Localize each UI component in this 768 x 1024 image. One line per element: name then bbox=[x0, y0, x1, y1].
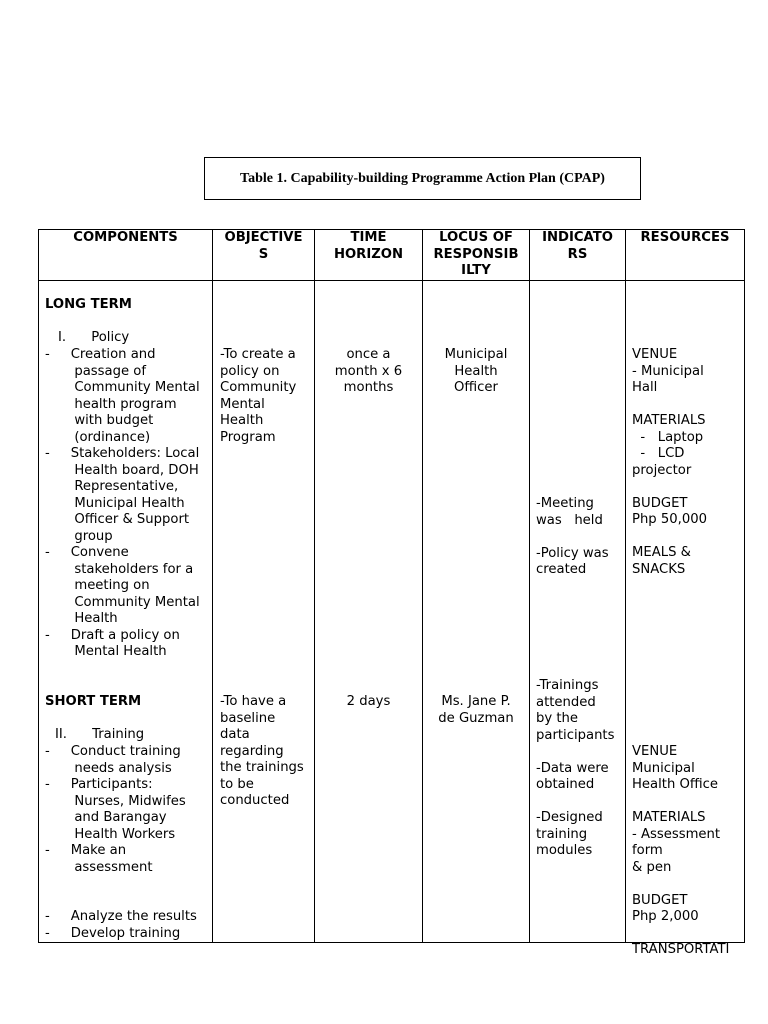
long-term-time: once a month x 6 months bbox=[334, 347, 403, 395]
header-divider bbox=[38, 280, 745, 281]
short-term-locus: Ms. Jane P. de Guzman bbox=[438, 694, 514, 726]
header-locus: LOCUS OF RESPONSIB ILTY bbox=[433, 230, 519, 278]
column-divider bbox=[314, 229, 315, 943]
header-resources: RESOURCES bbox=[640, 230, 730, 245]
long-term-objective: -To create a policy on Community Mental Health Program bbox=[220, 347, 297, 445]
short-term-indicators: -Trainings attended by the participants -Data were obtained -Designed training modules bbox=[536, 678, 615, 858]
long-term-heading: LONG TERM bbox=[45, 297, 132, 312]
table-caption: Table 1. Capability-building Programme Action Plan (CPAP) bbox=[204, 157, 641, 200]
short-term-resources: VENUE Municipal Health Office MATERIALS - Assessment form & pen BUDGET Php 2,000 TRANSPORTATI bbox=[632, 744, 730, 957]
long-term-section: I. Policy bbox=[58, 330, 130, 345]
short-term-time: 2 days bbox=[346, 694, 391, 709]
column-divider bbox=[625, 229, 626, 943]
column-divider bbox=[212, 229, 213, 943]
table-border-right bbox=[744, 229, 745, 943]
header-indicators: INDICATO RS bbox=[542, 230, 613, 262]
header-objectives: OBJECTIVE S bbox=[224, 230, 303, 262]
column-divider bbox=[422, 229, 423, 943]
column-divider bbox=[529, 229, 530, 943]
long-term-indicators: -Meeting was held -Policy was created bbox=[536, 496, 609, 577]
long-term-items: - Creation and passage of Community Mental health program with budget (ordinance) - Stakeholders: Local Health board, DOH Representative, Municipal Health Officer & Support group - Convene stakeholders for a meeting on Community Mental Health - Draft a policy on Mental Health bbox=[45, 347, 200, 659]
long-term-locus: Municipal Health Officer bbox=[444, 347, 508, 395]
short-term-heading: SHORT TERM bbox=[45, 694, 142, 709]
short-term-objective: -To have a baseline data regarding the trainings to be conducted bbox=[220, 694, 304, 808]
header-components: COMPONENTS bbox=[73, 230, 178, 245]
table-border-left bbox=[38, 229, 39, 943]
header-time-horizon: TIME HORIZON bbox=[333, 230, 404, 262]
short-term-section: II. Training bbox=[55, 727, 145, 742]
long-term-resources: VENUE - Municipal Hall MATERIALS - Laptop - LCD projector BUDGET Php 50,000 MEALS & SNACKS bbox=[632, 347, 708, 577]
short-term-items: - Conduct training needs analysis - Participants: Nurses, Midwifes and Barangay Health Workers - Make an assessment - Analyze the results - Develop training bbox=[45, 744, 197, 941]
